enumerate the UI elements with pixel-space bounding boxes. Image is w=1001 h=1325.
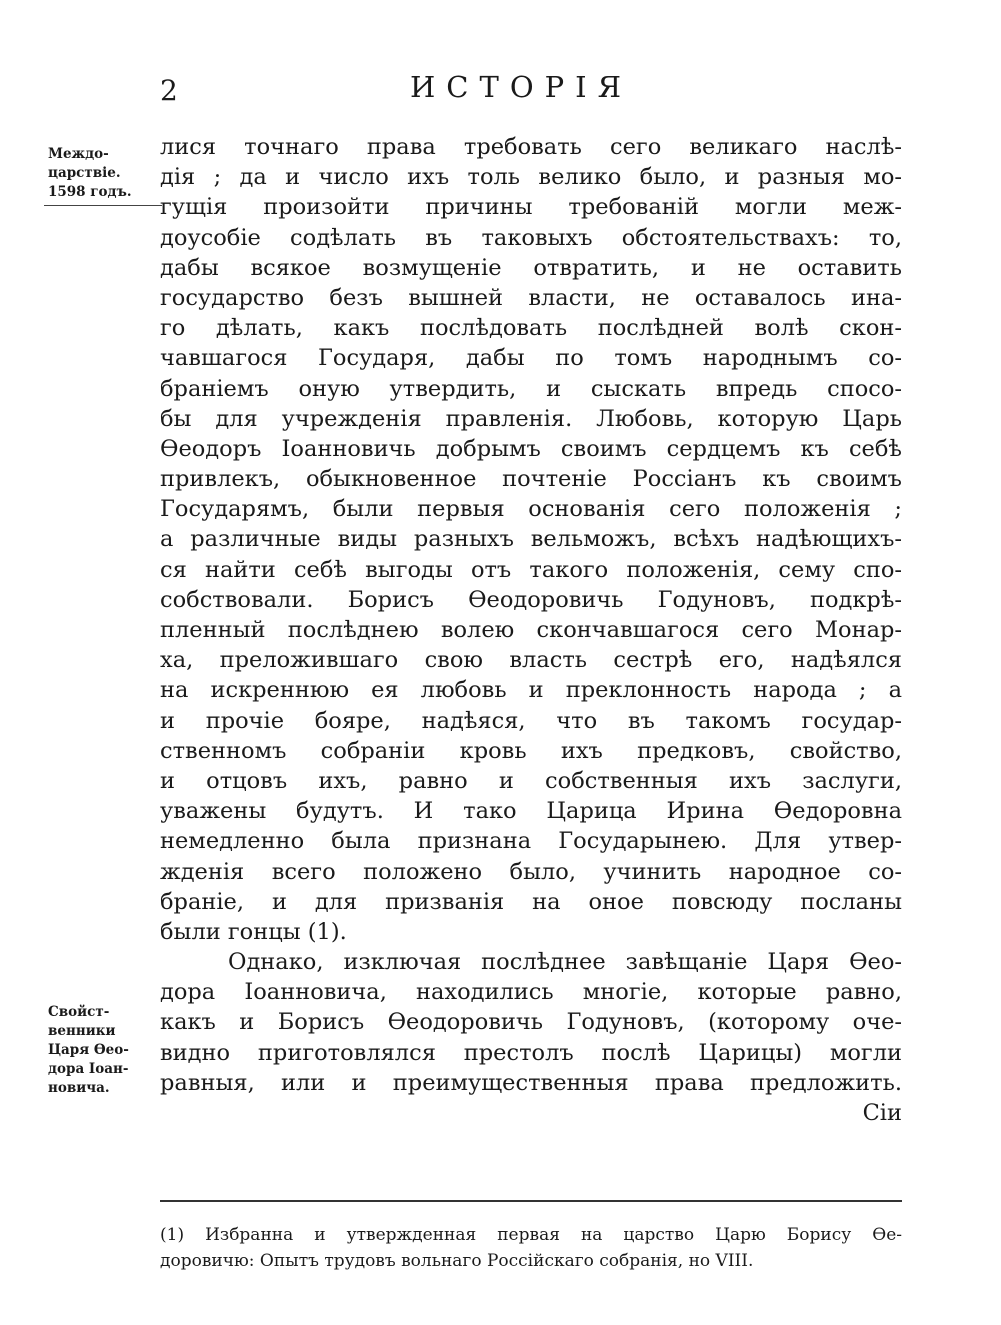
page-number: 2: [160, 74, 179, 107]
sidenote-line: Царя Ѳео-: [48, 1042, 129, 1058]
text-line: немедленно была признана Государынею. Для утвер-: [160, 828, 902, 855]
text-line: уважены будутъ. И тако Царица Ирина Ѳедоровна: [160, 798, 902, 825]
sidenote-line: Междо-: [48, 146, 109, 162]
text-line: лися точнаго права требовать сего великаго наслѣ-: [160, 134, 902, 160]
text-line: на искреннюю ея любовь и преклонность народа ; а: [160, 677, 902, 704]
text-line: Государямъ, были первыя основанія сего положенія ;: [160, 496, 902, 523]
text-line: чавшагося Государя, дабы по томъ народнымъ со-: [160, 345, 902, 372]
text-line: браніе, и для призванія на оное повсюду посланы: [160, 888, 902, 915]
sidenote-line: новича.: [48, 1080, 110, 1096]
text-line: дія ; да и число ихъ толь велико было, и разныя мо-: [160, 164, 902, 191]
text-line: Ѳеодоръ Іоанновичь добрымъ своимъ сердцемъ къ себѣ: [160, 435, 902, 462]
sidenote-line: 1598 годъ.: [48, 184, 132, 200]
sidenote-relatives: [48, 1003, 158, 1098]
sidenote-line: венники: [48, 1023, 116, 1039]
catchword: Сіи: [862, 1100, 902, 1126]
text-line: привлекъ, обыкновенное почтеніе Россіанъ къ своимъ: [160, 466, 902, 493]
text-line: пленный послѣднею волею скончавшагося сего Монар-: [160, 617, 902, 643]
text-line: Однако, изключая послѣднее завѣщаніе Царя Ѳео-: [228, 949, 902, 976]
text-line: го дѣлать, какъ послѣдовать послѣдней волѣ скон-: [160, 315, 902, 342]
main-text: [160, 132, 902, 1128]
text-line: и прочіе бояре, надѣяся, что въ такомъ государ-: [160, 707, 902, 734]
footnote: [160, 1222, 902, 1274]
sidenote-line: Свойст-: [48, 1004, 110, 1020]
text-line: жденія всего положено было, учинить народное со-: [160, 858, 902, 885]
text-line: собствовали. Борисъ Ѳеодоровичь Годуновъ, подкрѣ-: [160, 586, 902, 613]
text-line: дора Іоанновича, находились многіе, которые равно,: [160, 979, 902, 1006]
text-line: ся найти себѣ выгоды отъ такого положенія, сему спо-: [160, 556, 902, 583]
text-line: гущія произойти причины требованій могли меж-: [160, 194, 902, 221]
footnote-divider: [160, 1200, 902, 1202]
text-line: дабы всякое возмущеніе отвратить, и не оставить: [160, 254, 902, 281]
sidenote-line: царствіе.: [48, 165, 121, 181]
text-line: бы для учрежденія правленія. Любовь, которую Царь: [160, 405, 902, 432]
text-line: равныя, или и преимущественныя права предложить.: [160, 1069, 902, 1096]
sidenote-divider: [44, 205, 162, 206]
text-line: доусобіе содѣлать въ таковыхъ обстоятельствахъ: то,: [160, 224, 902, 251]
sidenote-line: дора Іоан-: [48, 1061, 129, 1077]
text-line: какъ и Борисъ Ѳеодоровичь Годуновъ, (которому оче-: [160, 1009, 902, 1036]
sidenote-interregnum: [48, 145, 158, 202]
text-line: были гонцы (1).: [160, 918, 347, 945]
text-line: ственномъ собраніи кровь ихъ предковъ, свойство,: [160, 737, 902, 764]
text-line: государство безъ вышней власти, не оставалось ина-: [160, 284, 902, 311]
text-line: и отцовъ ихъ, равно и собственныя ихъ заслуги,: [160, 767, 902, 794]
text-line: а различные виды разныхъ вельможъ, всѣхъ надѣющихъ-: [160, 526, 902, 553]
text-line: ха, преложившаго свою власть сестрѣ его, надѣялся: [160, 647, 902, 674]
footnote-line: (1) Избранна и утвержденная первая на царство Царю Борису Ѳе-: [160, 1225, 902, 1245]
running-title: ИСТОРІЯ: [410, 70, 632, 104]
text-line: видно приготовлялся престолъ послѣ Царицы) могли: [160, 1039, 902, 1066]
text-line: браніемъ оную утвердить, и сыскать впредь спосо-: [160, 375, 902, 402]
footnote-line: доровичю: Опытъ трудовъ вольнаго Россійскаго собранія, но VIII.: [160, 1251, 754, 1271]
